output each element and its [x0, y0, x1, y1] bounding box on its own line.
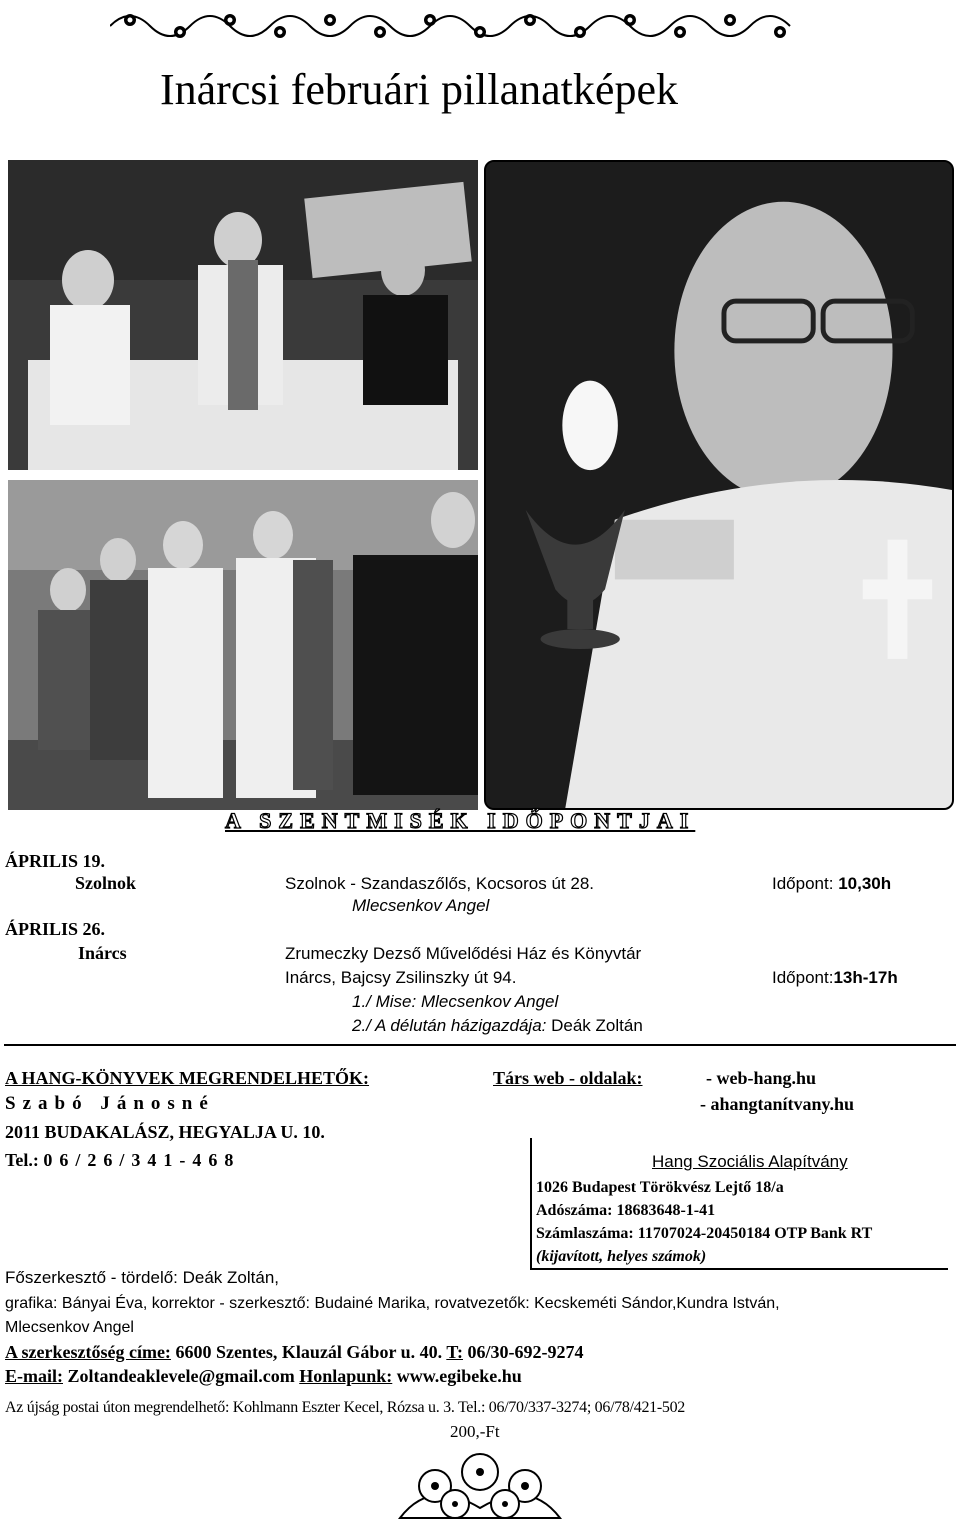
orders-phone-label: Tel.: — [5, 1150, 39, 1170]
credits-homepage-label: Honlapunk: — [299, 1366, 393, 1386]
photo-priest-chalice-image — [486, 162, 952, 808]
credits-email-label: E-mail: — [5, 1366, 63, 1386]
credits-address — [5, 1340, 583, 1364]
schedule-2-mass-note: 1./ Mise: Mlecsenkov Angel — [352, 992, 559, 1011]
schedule-2-location-2: Inárcs, Bajcsy Zsilinszky út 94. — [285, 968, 517, 987]
schedule-1-time — [772, 872, 891, 895]
foundation-tax-id: Adószáma: 18683648-1-41 — [536, 1202, 716, 1219]
schedule-1-city: Szolnok — [75, 873, 137, 893]
foundation-name: Hang Szociális Alapítvány — [652, 1152, 848, 1171]
credits-phone-label: T: — [446, 1342, 463, 1362]
flower-ornament-icon — [390, 1438, 570, 1530]
schedule-1-location: Szolnok - Szandaszőlős, Kocsoros út 28. — [285, 874, 594, 893]
schedule-2-time — [772, 966, 898, 989]
orders-phone — [5, 1148, 240, 1172]
orders-phone-number: 06/26/341-468 — [43, 1150, 241, 1170]
schedule-2-time-value: 13h-17h — [833, 968, 898, 987]
photo-altar-mass — [8, 160, 478, 470]
web-site-1[interactable]: - web-hang.hu — [706, 1068, 817, 1088]
schedule-2-afternoon-host: Deák Zoltán — [551, 1016, 643, 1035]
schedule-1-time-label: Időpont: — [772, 874, 834, 893]
credits-staff: grafika: Bányai Éva, korrektor - szerkesztő: Budainé Marika, rovatvezetők: Kecskeméti Sándor,Kundra István, — [5, 1295, 780, 1312]
photo-altar-mass-image — [8, 160, 478, 470]
credits-email-value[interactable]: Zoltandeaklevele@gmail.com — [67, 1366, 295, 1386]
credits-phone-value: 06/30-692-9274 — [467, 1342, 584, 1362]
flower-ornament-bottom — [390, 1438, 570, 1530]
photo-priest-chalice — [484, 160, 954, 810]
page-title: Inárcsi februári pillanatképek — [160, 65, 678, 114]
flower-border-top-icon — [110, 6, 810, 46]
price: 200,-Ft — [450, 1422, 500, 1441]
schedule-2-time-label: Időpont: — [772, 968, 834, 987]
credits-homepage-value[interactable]: www.egibeke.hu — [396, 1366, 522, 1386]
credits-staff-cont: Mlecsenkov Angel — [5, 1319, 134, 1336]
postal-order: Az újság postai úton megrendelhető: Kohlmann Eszter Kecel, Rózsa u. 3. Tel.: 06/70/337-3274; 06/78/421-502 — [5, 1399, 685, 1416]
orders-heading: A HANG-KÖNYVEK MEGRENDELHETŐK: — [5, 1068, 370, 1088]
schedule-1-date: ÁPRILIS 19. — [5, 851, 106, 871]
web-site-2[interactable]: - ahangtanítvany.hu — [700, 1094, 855, 1114]
schedule-2-afternoon — [352, 1014, 643, 1037]
foundation-address: 1026 Budapest Törökvész Lejtő 18/a — [536, 1179, 784, 1196]
foundation-note: (kijavított, helyes számok) — [536, 1248, 707, 1265]
foundation-account: Számlaszáma: 11707024-20450184 OTP Bank RT — [536, 1225, 873, 1242]
credits-address-value: 6600 Szentes, Klauzál Gábor u. 40. — [175, 1342, 443, 1362]
credits-editor: Főszerkesztő - tördelő: Deák Zoltán, — [5, 1268, 280, 1287]
credits-address-label: A szerkesztőség címe: — [5, 1342, 171, 1362]
photo-group-holding-hands-image — [8, 480, 478, 810]
schedule-2-location-1: Zrumeczky Dezső Művelődési Ház és Könyvtár — [285, 944, 642, 963]
credits-contact — [5, 1364, 522, 1388]
schedule-2-afternoon-note: 2./ A délután házigazdája: — [352, 1016, 547, 1035]
photo-group-holding-hands — [8, 480, 478, 810]
orders-address: 2011 BUDAKALÁSZ, HEGYALJA U. 10. — [5, 1122, 325, 1142]
schedule-2-date: ÁPRILIS 26. — [5, 919, 106, 939]
orders-name: Szabó Jánosné — [5, 1093, 215, 1114]
web-label: Társ web - oldalak: — [493, 1068, 643, 1088]
schedule-2-city: Inárcs — [78, 943, 127, 963]
schedule-1-time-value: 10,30h — [838, 874, 892, 893]
flower-border-top — [110, 6, 810, 46]
section-heading-mass-times: A SZENTMISÉK IDŐPONTJAI — [225, 808, 696, 833]
schedule-1-celebrant: Mlecsenkov Angel — [352, 896, 490, 915]
divider-line — [4, 1044, 956, 1046]
